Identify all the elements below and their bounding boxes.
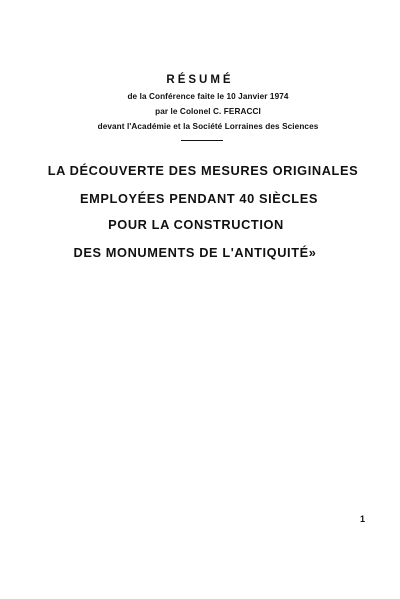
conference-date-line: de la Conférence faite le 10 Janvier 1974 [127,92,289,101]
page-number: 1 [360,514,366,524]
author-line: par le Colonel C. FERACCI [155,107,261,116]
title-line-2: EMPLOYÉES PENDANT 40 SIÈCLES [80,191,318,206]
title-line-4: DES MONUMENTS DE L'ANTIQUITÉ» [73,245,317,260]
separator-rule [181,140,223,141]
title-line-1: LA DÉCOUVERTE DES MESURES ORIGINALES [47,163,359,178]
title-line-3: POUR LA CONSTRUCTION [108,217,284,232]
resume-heading: RÉSUMÉ [166,74,234,86]
audience-line: devant l'Académie et la Société Lorraines des Sciences [97,122,319,131]
